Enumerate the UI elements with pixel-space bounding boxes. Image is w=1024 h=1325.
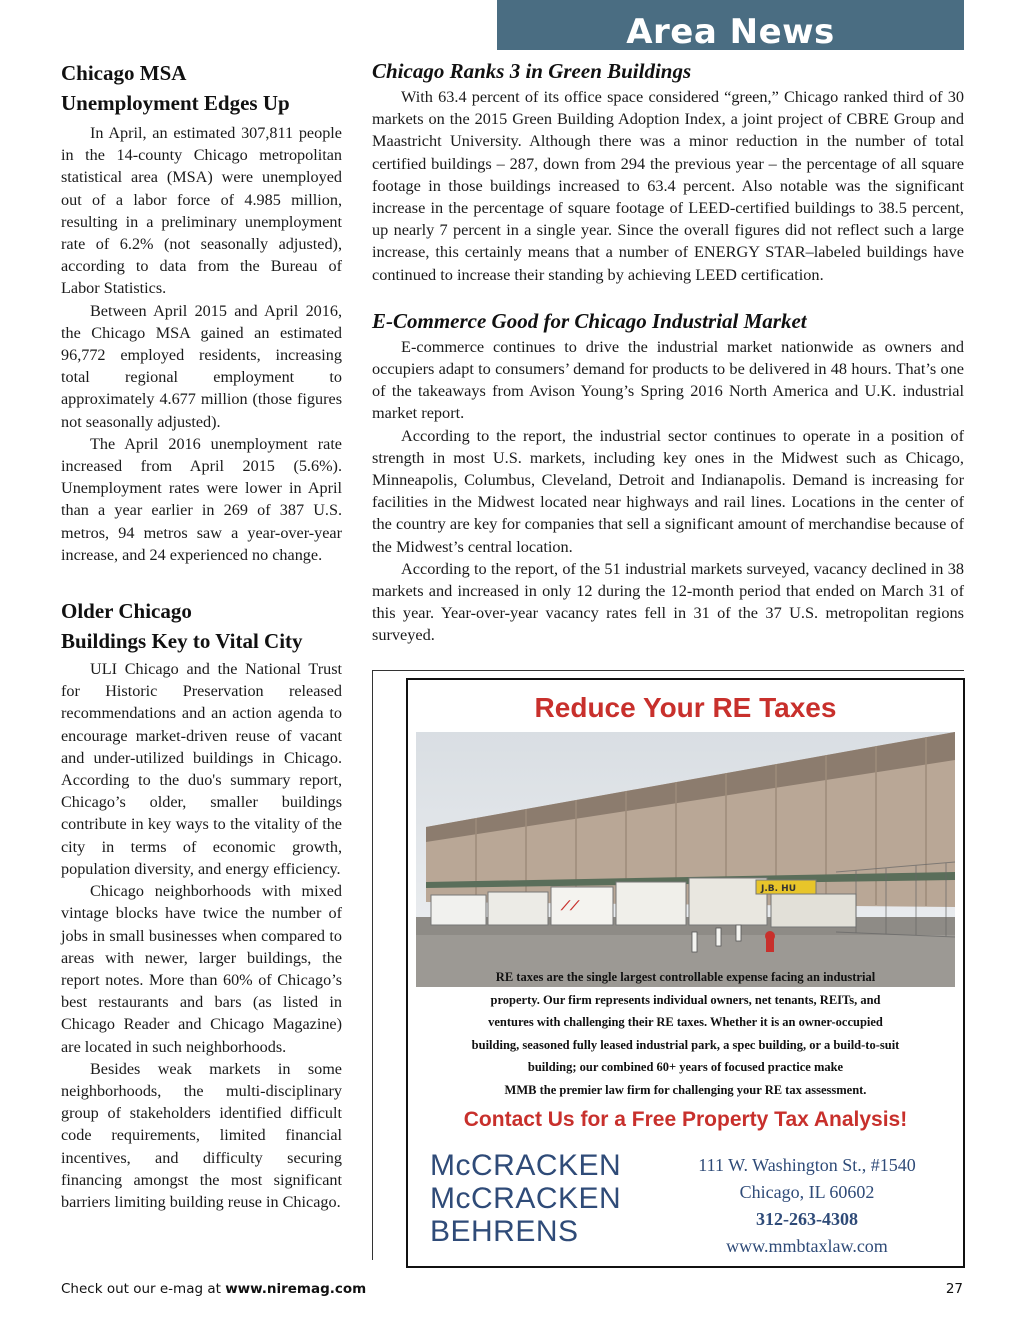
paragraph: Besides weak markets in some neighborhoods, the multi-disciplinary group of stakeholders identified difficult code requirements, limited financial incentives, and difficulty securing financing amongst the most significant barriers limiting building reuse in Chicago.: [61, 1059, 342, 1211]
paragraph: Between April 2015 and April 2016, the Chicago MSA gained an estimated 96,772 employed residents, increasing total regional employment to approximately 4.677 million (those figures not seasonally adjusted).: [61, 301, 342, 431]
article-green-buildings: [372, 58, 964, 286]
logo-line: BEHRENS: [430, 1215, 579, 1248]
logo-line: McCRACKEN: [430, 1182, 622, 1215]
title-line: Unemployment Edges Up: [61, 91, 290, 115]
section-title: Area News: [626, 12, 835, 52]
ad-body-line: RE taxes are the single largest controllable expense facing an industrial: [495, 970, 876, 984]
title-line: Older Chicago: [61, 599, 192, 624]
title-line: Chicago MSA: [61, 61, 187, 85]
article-title: E-Commerce Good for Chicago Industrial Market: [372, 308, 807, 333]
trailer-logo: ⟋⟋: [561, 899, 580, 914]
right-column: [372, 58, 964, 647]
paragraph: In April, an estimated 307,811 people in the 14-county Chicago metropolitan statistical area (MSA) were unemployed out of a labor force of 4.985 million, resulting in a preliminary unemployment rate of 6.2% (not seasonally adjusted), according to data from the Bureau of Labor Statistics.: [61, 124, 342, 298]
emag-link[interactable]: www.niremag.com: [225, 1281, 367, 1297]
left-column: [61, 58, 342, 1213]
address-line: 111 W. Washington St., #1540: [698, 1155, 916, 1175]
section-header-bar: [497, 0, 964, 50]
paragraph: Chicago neighborhoods with mixed vintage blocks have twice the number of jobs in small businesses when compared to areas with newer, larger buildings, the report notes. More than 60% of Chicago’s best restaurants and bars (as listed in Chicago Reader and Chicago Magazine) are located in such neighborhoods.: [61, 882, 342, 1056]
ad-body-line: property. Our firm represents individual owners, net tenants, REITs, and: [490, 992, 881, 1007]
warehouse-photo: [416, 732, 955, 987]
ad-body: [418, 966, 953, 1101]
firm-logo: [430, 1150, 621, 1249]
ad-body-line: MMB the premier law firm for challenging your RE tax assessment.: [504, 1082, 867, 1097]
paragraph: According to the report, the industrial sector continues to operate in a position of strength in most U.S. markets, including key ones in the Midwest such as Chicago, Minneapolis, Columbus, Cleveland, Detroit and Indianapolis. Demand is increasing for facilities in the Midwest located near highways and rail lines. Locations in the center of the country are key for companies that sell a significant amount of merchandise because of the Midwest’s central location.: [372, 425, 964, 556]
column-divider-rule: [372, 670, 964, 671]
phone-number[interactable]: 312-263-4308: [756, 1209, 858, 1229]
address-line: Chicago, IL 60602: [739, 1182, 875, 1202]
paragraph: The April 2016 unemployment rate increased from April 2015 (5.6%). Unemployment rates were lower in April than a year earlier in 269 of 387 U.S. metros, 94 metros saw a year-over-year increase, and 24 experienced no change.: [61, 434, 342, 564]
article-title: [61, 58, 342, 118]
warehouse-illustration: [416, 732, 955, 987]
article-ecommerce: [372, 308, 964, 647]
article-older-buildings: [61, 596, 342, 1213]
logo-line: McCRACKEN: [430, 1149, 622, 1182]
paragraph: With 63.4 percent of its office space considered “green,” Chicago ranked third of 30 markets on the 2015 Green Building Adoption Index, a joint project of CBRE Group and Maastricht University. Although there was a minor reduction in the number of total certified buildings – 287, down from 294 the previous year – the percentage of all square footage in those buildings increased to 63.4 percent. Also notable was the significant increase in the percentage of square footage of LEED-certified buildings to 38.5 percent, up nearly 7 percent in a single year. Since the overall figures did not reflect such a large increase, this certainly means that a number of ENERGY STAR–labeled buildings have continued to increase their standing by achieving LEED certification.: [372, 87, 964, 284]
ad-body-line: ventures with challenging their RE taxes. Whether it is an owner-occupied: [488, 1015, 883, 1029]
ad-headline: Reduce Your RE Taxes: [534, 692, 837, 723]
website-link[interactable]: www.mmbtaxlaw.com: [726, 1236, 888, 1256]
article-title: [61, 596, 342, 656]
advertisement[interactable]: [406, 678, 965, 1268]
footer-text: Check out our e-mag at: [61, 1281, 226, 1297]
ad-frame-rule: [372, 670, 373, 1260]
paragraph: E-commerce continues to drive the industrial market nationwide as owners and occupiers adapt to consumers’ demand for products to be delivered in 48 hours. That’s one of the takeaways from Avison Young’s Spring 2016 North America and U.K. industrial market report.: [372, 336, 964, 423]
paragraph: According to the report, of the 51 industrial markets surveyed, vacancy declined in 38 markets and increased in only 12 during the 12-month period that ended on March 31 of this year. Year-over-year vacancy rates fell in 31 of the 37 U.S. metropolitan regions surveyed.: [372, 558, 964, 645]
paragraph: ULI Chicago and the National Trust for Historic Preservation released recommendations and an action agenda to encourage market-driven reuse of vacant and under-utilized buildings in Chicago. According to the duo's summary report, Chicago’s older, smaller buildings contribute in key ways to the vitality of the city in terms of economic growth, population diversity, and energy efficiency.: [61, 660, 342, 878]
firm-contact: [684, 1152, 930, 1260]
ad-body-line: building, seasoned fully leased industrial park, a spec building, or a build-to-suit: [471, 1037, 900, 1052]
ad-body-line: building; our combined 60+ years of focused practice make: [527, 1060, 844, 1074]
footer-emag: [61, 1281, 366, 1297]
title-line: Buildings Key to Vital City: [61, 629, 303, 654]
article-unemployment: [61, 58, 342, 566]
article-title: Chicago Ranks 3 in Green Buildings: [372, 59, 692, 83]
ad-call-to-action[interactable]: Contact Us for a Free Property Tax Analysis!: [463, 1108, 908, 1131]
trailer-sign: J.B. HU: [761, 884, 797, 894]
page-number: 27: [945, 1281, 963, 1297]
